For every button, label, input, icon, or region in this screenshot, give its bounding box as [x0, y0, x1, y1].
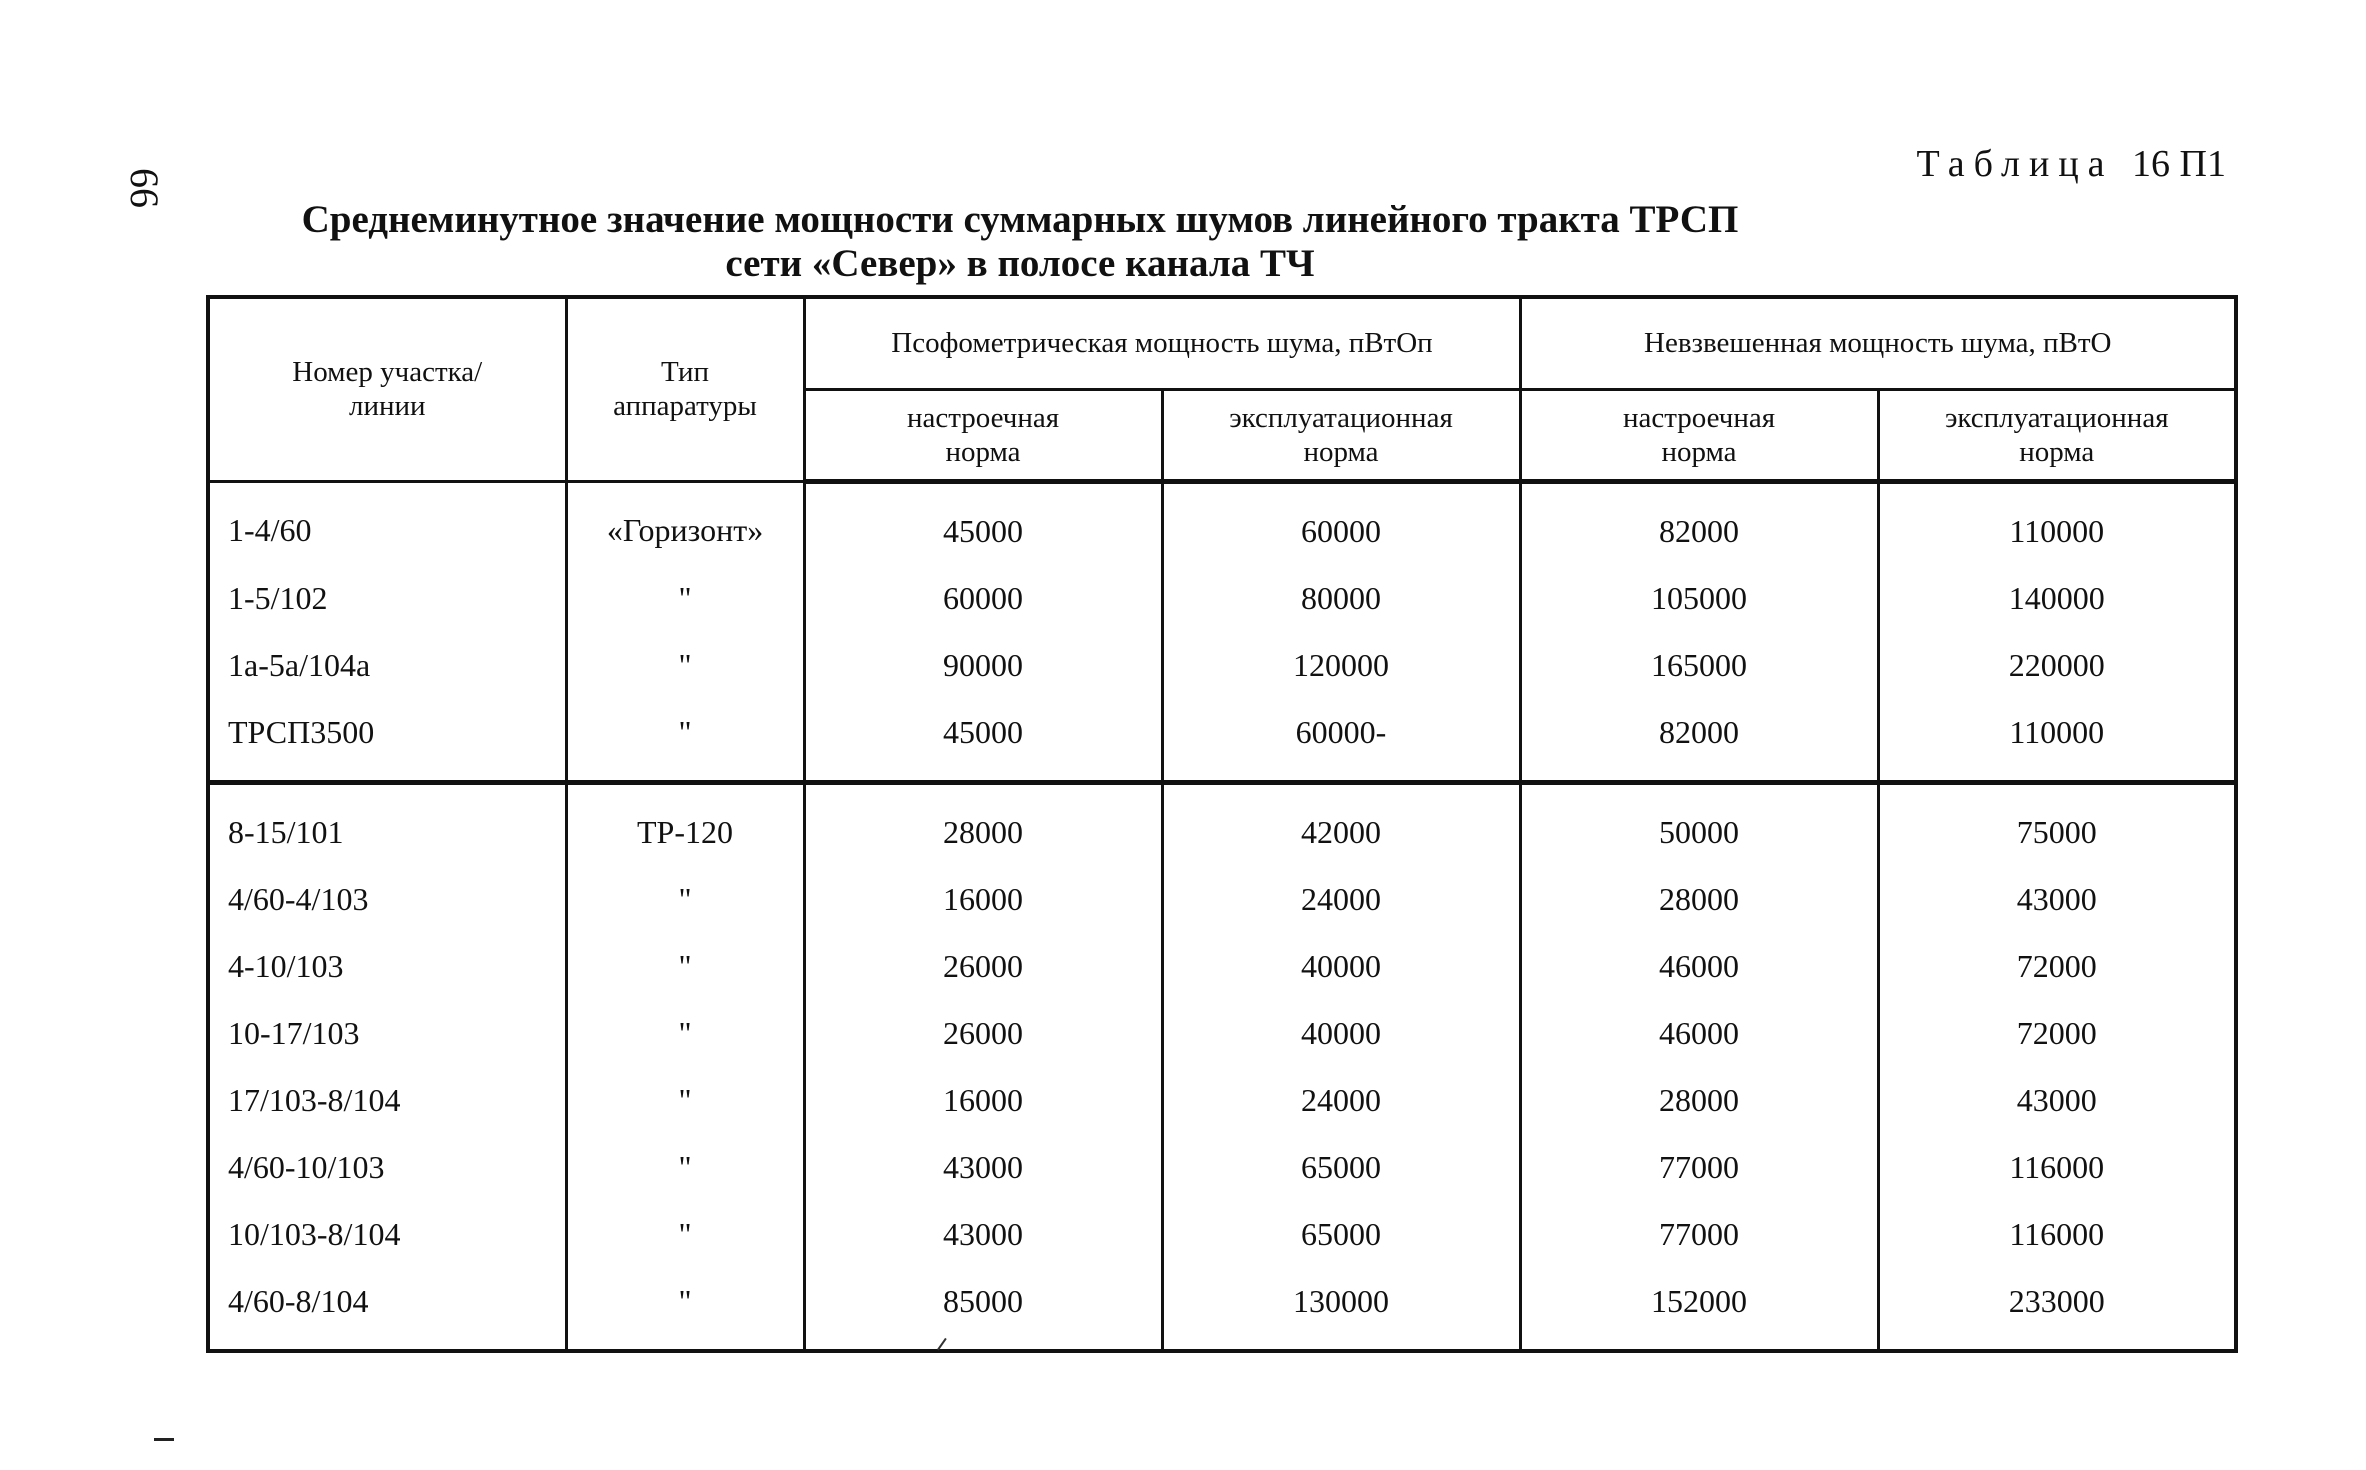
value-cell: 40000	[1162, 933, 1520, 1000]
value-cell: 85000	[804, 1268, 1162, 1351]
header-unweighted-operating-norm: эксплуатационная норма	[1878, 389, 2236, 481]
header-unweighted-setup-norm: настроечная норма	[1520, 389, 1878, 481]
line-number-cell: 17/103-8/104	[208, 1067, 566, 1134]
equipment-cell: "	[566, 1000, 804, 1067]
header-psopho-operating-norm: эксплуатационная норма	[1162, 389, 1520, 481]
header-psopho-setup-norm: настроечная норма	[804, 389, 1162, 481]
value-cell: 65000	[1162, 1134, 1520, 1201]
line-number-cell: 4-10/103	[208, 933, 566, 1000]
equipment-cell: "	[566, 1134, 804, 1201]
value-cell: 152000	[1520, 1268, 1878, 1351]
title-line-1: Среднеминутное значение мощности суммарных шумов линейного тракта ТРСП	[301, 198, 1739, 241]
table-row	[208, 632, 2236, 699]
scan-dash	[154, 1438, 174, 1441]
value-cell: 24000	[1162, 1067, 1520, 1134]
value-cell: 120000	[1162, 632, 1520, 699]
value-cell: 60000-	[1162, 699, 1520, 783]
value-cell: 28000	[804, 782, 1162, 866]
line-number-cell: ТРСП3500	[208, 699, 566, 783]
line-number-cell: 4/60-8/104	[208, 1268, 566, 1351]
value-cell: 165000	[1520, 632, 1878, 699]
value-cell: 82000	[1520, 481, 1878, 565]
table-row	[208, 1201, 2236, 1268]
line-number-cell: 4/60-10/103	[208, 1134, 566, 1201]
value-cell: 116000	[1878, 1134, 2236, 1201]
value-cell: 16000	[804, 866, 1162, 933]
header-psophometric-power: Псофометрическая мощность шума, пВтОп	[804, 297, 1520, 389]
value-cell: 90000	[804, 632, 1162, 699]
value-cell: 220000	[1878, 632, 2236, 699]
header-equipment-type: Тип аппаратуры	[566, 297, 804, 481]
value-cell: 24000	[1162, 866, 1520, 933]
value-cell: 80000	[1162, 565, 1520, 632]
value-cell: 60000	[804, 565, 1162, 632]
value-cell: 105000	[1520, 565, 1878, 632]
table-row	[208, 1000, 2236, 1067]
value-cell: 40000	[1162, 1000, 1520, 1067]
value-cell: 26000	[804, 1000, 1162, 1067]
table-row	[208, 1134, 2236, 1201]
value-cell: 42000	[1162, 782, 1520, 866]
value-cell: 77000	[1520, 1134, 1878, 1201]
equipment-cell: "	[566, 632, 804, 699]
equipment-cell: "	[566, 565, 804, 632]
table-row	[208, 1067, 2236, 1134]
value-cell: 46000	[1520, 1000, 1878, 1067]
value-cell: 16000	[804, 1067, 1162, 1134]
table-caption-number: 16 П1	[2132, 143, 2226, 185]
value-cell: 130000	[1162, 1268, 1520, 1351]
value-cell: 110000	[1878, 699, 2236, 783]
table-row	[208, 782, 2236, 866]
value-cell: 72000	[1878, 1000, 2236, 1067]
noise-power-table	[206, 295, 2238, 1353]
table-row	[208, 1268, 2236, 1351]
equipment-cell: "	[566, 1268, 804, 1351]
table-row	[208, 481, 2236, 565]
page-number: 66	[122, 168, 167, 208]
value-cell: 50000	[1520, 782, 1878, 866]
line-number-cell: 1а-5а/104а	[208, 632, 566, 699]
value-cell: 28000	[1520, 1067, 1878, 1134]
equipment-cell: "	[566, 1201, 804, 1268]
equipment-cell: "	[566, 699, 804, 783]
value-cell: 45000	[804, 699, 1162, 783]
value-cell: 82000	[1520, 699, 1878, 783]
line-number-cell: 10/103-8/104	[208, 1201, 566, 1268]
value-cell: 75000	[1878, 782, 2236, 866]
value-cell: 116000	[1878, 1201, 2236, 1268]
equipment-cell: ТР-120	[566, 782, 804, 866]
table-row	[208, 699, 2236, 783]
equipment-cell: "	[566, 933, 804, 1000]
line-number-cell: 10-17/103	[208, 1000, 566, 1067]
value-cell: 43000	[804, 1201, 1162, 1268]
table-caption	[1917, 142, 2226, 186]
title-line-2: сети «Север» в полосе канала ТЧ	[725, 242, 1315, 285]
table-row	[208, 866, 2236, 933]
equipment-cell: "	[566, 866, 804, 933]
header-unweighted-power: Невзвешенная мощность шума, пВтО	[1520, 297, 2236, 389]
value-cell: 26000	[804, 933, 1162, 1000]
value-cell: 72000	[1878, 933, 2236, 1000]
value-cell: 233000	[1878, 1268, 2236, 1351]
value-cell: 43000	[1878, 1067, 2236, 1134]
value-cell: 77000	[1520, 1201, 1878, 1268]
equipment-cell: «Горизонт»	[566, 481, 804, 565]
value-cell: 65000	[1162, 1201, 1520, 1268]
table-row	[208, 933, 2236, 1000]
table-row	[208, 565, 2236, 632]
value-cell: 46000	[1520, 933, 1878, 1000]
line-number-cell: 1-4/60	[208, 481, 566, 565]
value-cell: 28000	[1520, 866, 1878, 933]
value-cell: 43000	[1878, 866, 2236, 933]
value-cell: 43000	[804, 1134, 1162, 1201]
line-number-cell: 8-15/101	[208, 782, 566, 866]
line-number-cell: 1-5/102	[208, 565, 566, 632]
equipment-cell: "	[566, 1067, 804, 1134]
value-cell: 140000	[1878, 565, 2236, 632]
document-title	[205, 198, 1835, 286]
value-cell: 110000	[1878, 481, 2236, 565]
value-cell: 45000	[804, 481, 1162, 565]
value-cell: 60000	[1162, 481, 1520, 565]
table-caption-label: Таблица	[1916, 143, 2114, 185]
line-number-cell: 4/60-4/103	[208, 866, 566, 933]
header-line-number: Номер участка/линии	[208, 297, 566, 481]
